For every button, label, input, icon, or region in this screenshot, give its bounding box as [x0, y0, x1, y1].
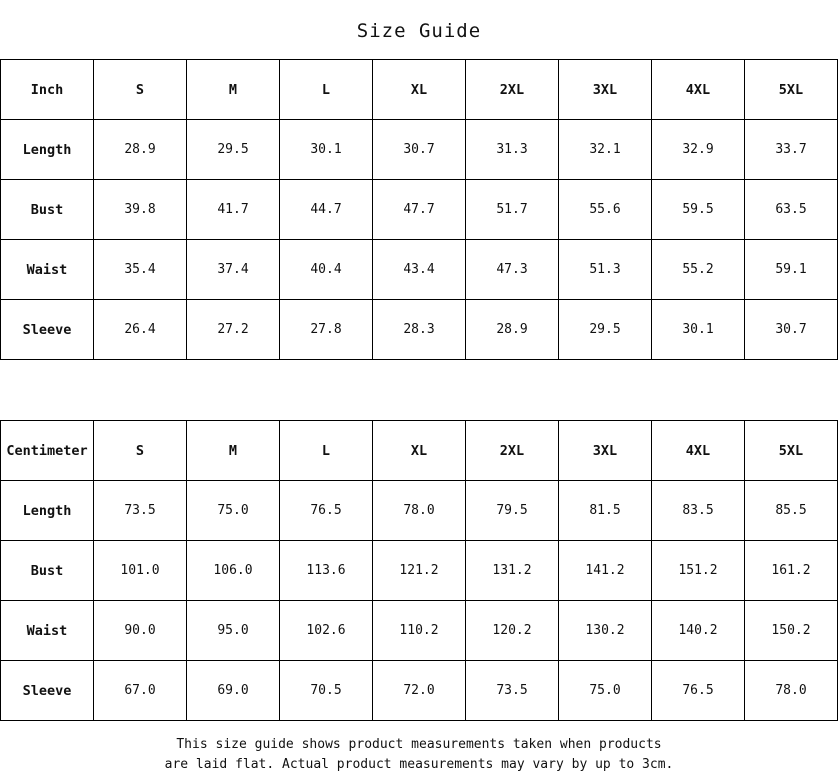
cell-inch-length-2xl: 31.3	[466, 120, 559, 180]
page-title: Size Guide	[356, 20, 482, 42]
size-table-centimeter	[0, 420, 838, 721]
cell-inch-waist-2xl: 47.3	[466, 240, 559, 300]
cell-inch-length-3xl: 32.1	[559, 120, 652, 180]
cell-cm-sleeve-3xl: 75.0	[559, 661, 652, 721]
cell-inch-sleeve-4xl: 30.1	[652, 300, 745, 360]
column-header-5xl: 5XL	[745, 421, 838, 481]
cell-cm-length-2xl: 79.5	[466, 481, 559, 541]
table-row	[1, 300, 838, 360]
cell-inch-bust-5xl: 63.5	[745, 180, 838, 240]
cell-cm-length-xl: 78.0	[373, 481, 466, 541]
unit-label-inch: Inch	[1, 60, 94, 120]
cell-cm-waist-l: 102.6	[280, 601, 373, 661]
unit-label-centimeter: Centimeter	[1, 421, 94, 481]
cell-cm-waist-s: 90.0	[94, 601, 187, 661]
column-header-xl: XL	[373, 60, 466, 120]
cell-inch-sleeve-5xl: 30.7	[745, 300, 838, 360]
table-row	[1, 240, 838, 300]
cell-cm-length-3xl: 81.5	[559, 481, 652, 541]
cell-inch-sleeve-l: 27.8	[280, 300, 373, 360]
column-header-3xl: 3XL	[559, 60, 652, 120]
size-table-inch-body	[1, 60, 838, 360]
column-header-3xl: 3XL	[559, 421, 652, 481]
row-label-waist: Waist	[1, 240, 94, 300]
cell-inch-length-xl: 30.7	[373, 120, 466, 180]
column-header-5xl: 5XL	[745, 60, 838, 120]
cell-cm-waist-m: 95.0	[187, 601, 280, 661]
cell-inch-length-4xl: 32.9	[652, 120, 745, 180]
cell-cm-sleeve-xl: 72.0	[373, 661, 466, 721]
cell-cm-waist-5xl: 150.2	[745, 601, 838, 661]
cell-cm-sleeve-m: 69.0	[187, 661, 280, 721]
cell-cm-bust-xl: 121.2	[373, 541, 466, 601]
cell-cm-sleeve-2xl: 73.5	[466, 661, 559, 721]
column-header-2xl: 2XL	[466, 60, 559, 120]
column-header-xl: XL	[373, 421, 466, 481]
row-label-length: Length	[1, 120, 94, 180]
cell-inch-waist-xl: 43.4	[373, 240, 466, 300]
column-header-m: M	[187, 421, 280, 481]
table-row	[1, 180, 838, 240]
row-label-length: Length	[1, 481, 94, 541]
cell-inch-waist-l: 40.4	[280, 240, 373, 300]
cell-cm-bust-s: 101.0	[94, 541, 187, 601]
cell-cm-bust-2xl: 131.2	[466, 541, 559, 601]
cell-cm-sleeve-5xl: 78.0	[745, 661, 838, 721]
cell-cm-waist-xl: 110.2	[373, 601, 466, 661]
column-header-l: L	[280, 60, 373, 120]
row-label-sleeve: Sleeve	[1, 661, 94, 721]
cell-cm-length-s: 73.5	[94, 481, 187, 541]
table-header-row	[1, 60, 838, 120]
cell-inch-waist-5xl: 59.1	[745, 240, 838, 300]
cell-inch-sleeve-xl: 28.3	[373, 300, 466, 360]
cell-inch-bust-xl: 47.7	[373, 180, 466, 240]
column-header-m: M	[187, 60, 280, 120]
cell-inch-bust-4xl: 59.5	[652, 180, 745, 240]
table-row	[1, 541, 838, 601]
column-header-s: S	[94, 60, 187, 120]
table-row	[1, 120, 838, 180]
row-label-waist: Waist	[1, 601, 94, 661]
cell-inch-waist-4xl: 55.2	[652, 240, 745, 300]
cell-inch-length-s: 28.9	[94, 120, 187, 180]
cell-cm-sleeve-s: 67.0	[94, 661, 187, 721]
cell-cm-length-5xl: 85.5	[745, 481, 838, 541]
column-header-4xl: 4XL	[652, 421, 745, 481]
row-label-bust: Bust	[1, 180, 94, 240]
cell-inch-sleeve-3xl: 29.5	[559, 300, 652, 360]
cell-inch-sleeve-2xl: 28.9	[466, 300, 559, 360]
column-header-s: S	[94, 421, 187, 481]
table-separator	[0, 360, 838, 420]
cell-inch-waist-s: 35.4	[94, 240, 187, 300]
table-row	[1, 661, 838, 721]
cell-inch-length-l: 30.1	[280, 120, 373, 180]
cell-inch-waist-3xl: 51.3	[559, 240, 652, 300]
cell-cm-bust-3xl: 141.2	[559, 541, 652, 601]
cell-cm-length-l: 76.5	[280, 481, 373, 541]
size-table-centimeter-body	[1, 421, 838, 721]
column-header-l: L	[280, 421, 373, 481]
cell-inch-bust-m: 41.7	[187, 180, 280, 240]
cell-inch-waist-m: 37.4	[187, 240, 280, 300]
footer-note	[0, 721, 838, 775]
cell-inch-bust-l: 44.7	[280, 180, 373, 240]
cell-cm-bust-l: 113.6	[280, 541, 373, 601]
cell-inch-sleeve-s: 26.4	[94, 300, 187, 360]
footer-note-line-2: are laid flat. Actual product measurements may vary by up to 3cm.	[164, 757, 674, 772]
table-row	[1, 601, 838, 661]
cell-inch-length-5xl: 33.7	[745, 120, 838, 180]
row-label-bust: Bust	[1, 541, 94, 601]
cell-inch-sleeve-m: 27.2	[187, 300, 280, 360]
cell-cm-waist-3xl: 130.2	[559, 601, 652, 661]
cell-cm-length-m: 75.0	[187, 481, 280, 541]
cell-inch-bust-2xl: 51.7	[466, 180, 559, 240]
cell-cm-sleeve-4xl: 76.5	[652, 661, 745, 721]
cell-cm-waist-4xl: 140.2	[652, 601, 745, 661]
footer-note-line-1: This size guide shows product measurements taken when products	[176, 737, 662, 752]
cell-cm-waist-2xl: 120.2	[466, 601, 559, 661]
cell-cm-bust-5xl: 161.2	[745, 541, 838, 601]
table-row	[1, 481, 838, 541]
cell-cm-bust-m: 106.0	[187, 541, 280, 601]
size-table-inch	[0, 59, 838, 360]
cell-cm-bust-4xl: 151.2	[652, 541, 745, 601]
column-header-4xl: 4XL	[652, 60, 745, 120]
cell-inch-bust-s: 39.8	[94, 180, 187, 240]
cell-inch-bust-3xl: 55.6	[559, 180, 652, 240]
column-header-2xl: 2XL	[466, 421, 559, 481]
cell-inch-length-m: 29.5	[187, 120, 280, 180]
table-header-row	[1, 421, 838, 481]
cell-cm-sleeve-l: 70.5	[280, 661, 373, 721]
row-label-sleeve: Sleeve	[1, 300, 94, 360]
cell-cm-length-4xl: 83.5	[652, 481, 745, 541]
